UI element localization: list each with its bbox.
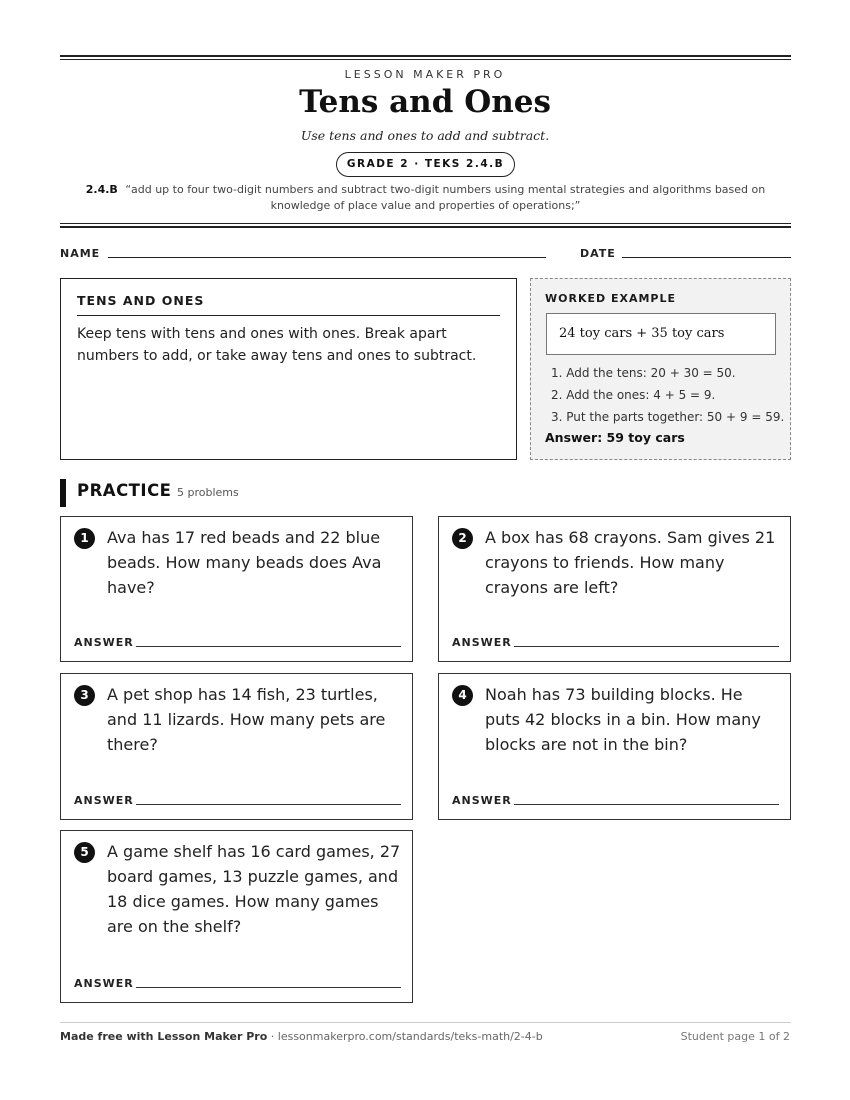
answer-field-3[interactable] bbox=[136, 804, 401, 805]
answer-label: ANSWER bbox=[452, 636, 512, 649]
date-label: DATE bbox=[580, 247, 616, 260]
concept-title: TENS AND ONES bbox=[77, 293, 205, 308]
problem-card-1 bbox=[60, 516, 413, 662]
problem-text: A box has 68 crayons. Sam gives 21 crayons to friends. How many crayons are left? bbox=[485, 528, 776, 597]
standard-code: 2.4.B bbox=[85, 183, 118, 196]
problem-number-badge: 1 bbox=[74, 528, 95, 549]
worked-example-steps bbox=[551, 362, 784, 428]
standard-description bbox=[60, 182, 791, 214]
concept-divider bbox=[77, 315, 500, 316]
name-field[interactable] bbox=[108, 257, 546, 258]
header-bottom-rule bbox=[60, 223, 791, 228]
concept-body: Keep tens with tens and ones with ones. Break apart numbers to add, or take away tens and ones to subtract. bbox=[77, 326, 477, 364]
footer-page-number: Student page 1 of 2 bbox=[680, 1030, 790, 1043]
footer-credit bbox=[60, 1030, 543, 1043]
answer-label: ANSWER bbox=[74, 977, 134, 990]
problem-card-4 bbox=[438, 673, 791, 820]
page-subtitle: Use tens and ones to add and subtract. bbox=[300, 128, 550, 143]
problem-text: A game shelf has 16 card games, 27 board games, 13 puzzle games, and 18 dice games. How many games are on the shelf? bbox=[107, 842, 401, 936]
problem-card-5 bbox=[60, 830, 413, 1003]
worked-step: 2. Add the ones: 4 + 5 = 9. bbox=[551, 388, 716, 402]
answer-field-1[interactable] bbox=[136, 646, 401, 647]
answer-field-4[interactable] bbox=[514, 804, 779, 805]
problem-card-3 bbox=[60, 673, 413, 820]
problem-card-2 bbox=[438, 516, 791, 662]
footer-divider bbox=[60, 1022, 791, 1023]
worked-example-equation: 24 toy cars + 35 toy cars bbox=[546, 313, 776, 355]
name-label: NAME bbox=[60, 247, 101, 260]
answer-label: ANSWER bbox=[74, 636, 134, 649]
date-field[interactable] bbox=[622, 257, 791, 258]
problem-text: Noah has 73 building blocks. He puts 42 blocks in a bin. How many blocks are not in the bin? bbox=[485, 685, 761, 754]
worked-step: 1. Add the tens: 20 + 30 = 50. bbox=[551, 366, 736, 380]
practice-heading: PRACTICE bbox=[77, 481, 172, 500]
concept-box bbox=[60, 278, 517, 460]
footer-url[interactable]: · lessonmakerpro.com/standards/teks-math/2-4-b bbox=[270, 1030, 543, 1043]
practice-count: 5 problems bbox=[177, 486, 239, 499]
problem-number-badge: 2 bbox=[452, 528, 473, 549]
header-top-rule bbox=[60, 55, 791, 60]
problem-number-badge: 4 bbox=[452, 685, 473, 706]
standard-text: “add up to four two-digit numbers and subtract two-digit numbers using mental strategies and algorithms based on knowledge of place value and properties of operations;” bbox=[125, 183, 766, 212]
answer-field-2[interactable] bbox=[514, 646, 779, 647]
page-title: Tens and Ones bbox=[299, 84, 551, 120]
problem-number-badge: 5 bbox=[74, 842, 95, 863]
grade-badge: GRADE 2 · TEKS 2.4.B bbox=[336, 152, 515, 177]
footer-made-with: Made free with Lesson Maker Pro bbox=[60, 1030, 268, 1043]
answer-field-5[interactable] bbox=[136, 987, 401, 988]
brand-name: LESSON MAKER PRO bbox=[344, 68, 506, 81]
worked-example-answer: Answer: 59 toy cars bbox=[545, 430, 685, 445]
problem-number-badge: 3 bbox=[74, 685, 95, 706]
problem-text: A pet shop has 14 fish, 23 turtles, and 11 lizards. How many pets are there? bbox=[107, 685, 386, 754]
practice-accent-bar bbox=[60, 479, 66, 507]
answer-label: ANSWER bbox=[452, 794, 512, 807]
answer-label: ANSWER bbox=[74, 794, 134, 807]
worked-example-box bbox=[530, 278, 791, 460]
problem-text: Ava has 17 red beads and 22 blue beads. How many beads does Ava have? bbox=[107, 528, 382, 597]
worked-step: 3. Put the parts together: 50 + 9 = 59. bbox=[551, 410, 785, 424]
worked-example-title: WORKED EXAMPLE bbox=[545, 292, 676, 305]
